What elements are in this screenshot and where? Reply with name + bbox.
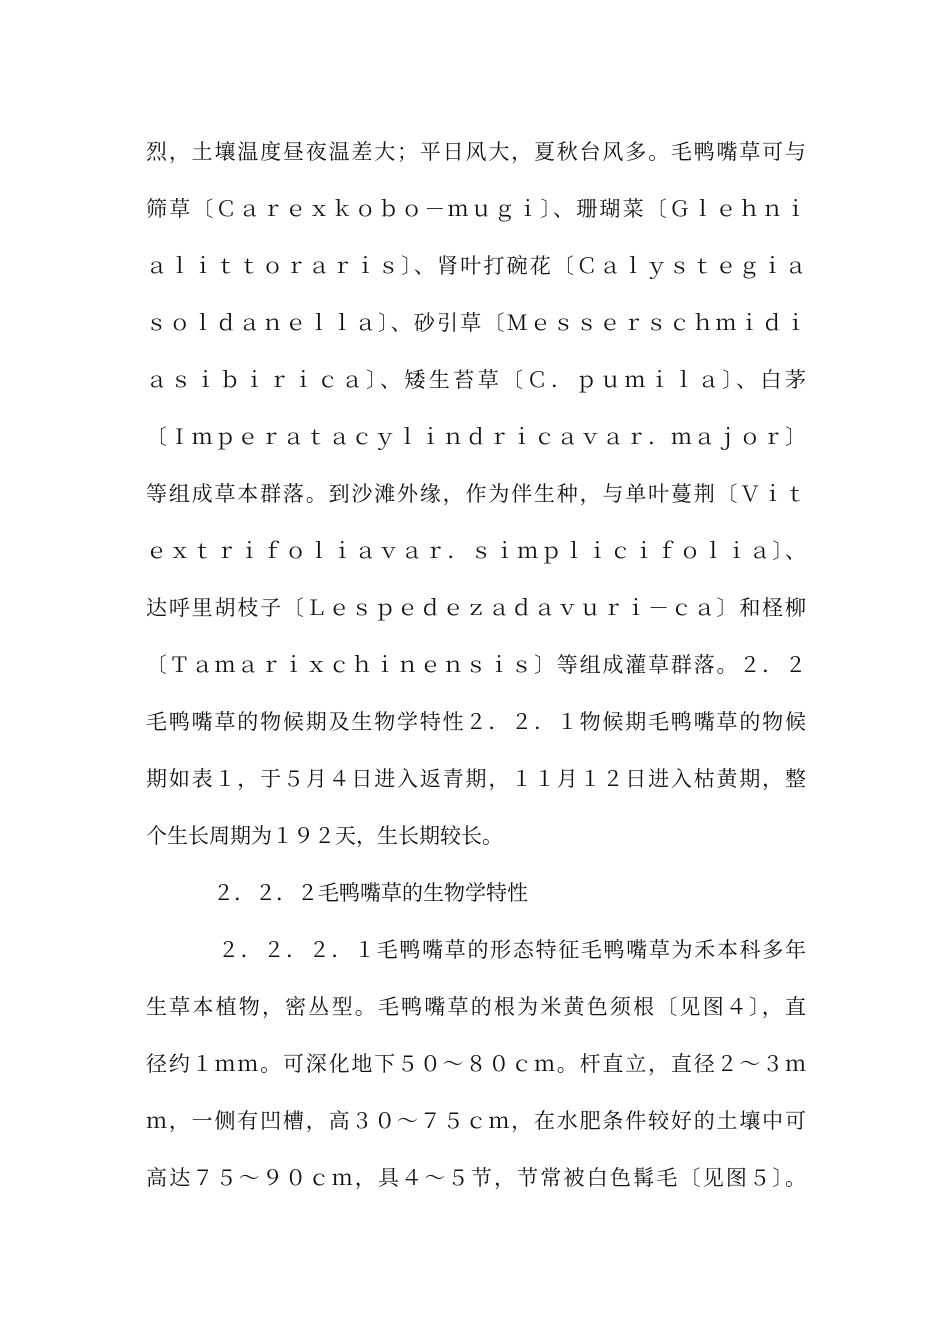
text-line: 期如表１，于５月４日进入返青期，１１月１２日进入枯黄期，整 xyxy=(146,767,806,791)
text-line: 等组成草本群落。到沙滩外缘，作为伴生种，与单叶蔓荆〔Ｖｉｔ xyxy=(146,482,806,506)
section-heading: ２．２．２毛鸭嘴草的生物学特性 xyxy=(213,881,528,905)
text-line: ｓｏｌｄａｎｅｌｌａ〕、砂引草〔Ｍｅｓｓｅｒｓｃｈｍｉｄｉ xyxy=(146,311,806,335)
text-line: ａｓｉｂｉｒｉｃａ〕、矮生苔草〔Ｃ．ｐｕｍｉｌａ〕、白茅 xyxy=(146,368,806,392)
text-line: 高达７５～９０ｃｍ，具４～５节，节常被白色髯毛〔见图５〕。 xyxy=(146,1166,806,1190)
text-line: ｅｘｔｒｉｆｏｌｉａｖａｒ．ｓｉｍｐｌｉｃｉｆｏｌｉａ〕、 xyxy=(146,539,806,563)
text-line: ａｌｉｔｔｏｒａｒｉｓ〕、肾叶打碗花〔Ｃａｌｙｓｔｅｇｉａ xyxy=(146,254,806,278)
text-line: 生草本植物，密丛型。毛鸭嘴草的根为米黄色须根〔见图４〕，直 xyxy=(146,995,806,1019)
text-line: 径约１ｍｍ。可深化地下５０～８０ｃｍ。杆直立，直径２～３ｍ xyxy=(146,1052,806,1076)
text-line: 〔Ｉｍｐｅｒａｔａｃｙｌｉｎｄｒｉｃａｖａｒ．ｍａｊｏｒ〕 xyxy=(146,425,806,449)
text-line: 毛鸭嘴草的物候期及生物学特性２．２．１物候期毛鸭嘴草的物候 xyxy=(146,710,806,734)
text-line: 筛草〔Ｃａｒｅｘｋｏｂｏ－ｍｕｇｉ〕、珊瑚菜〔Ｇｌｅｈｎｉ xyxy=(146,197,806,221)
text-line: 达呼里胡枝子〔Ｌｅｓｐｅｄｅｚａｄａｖｕｒｉ－ｃａ〕和柽柳 xyxy=(146,596,806,620)
text-line: 烈，土壤温度昼夜温差大；平日风大，夏秋台风多。毛鸭嘴草可与 xyxy=(146,140,806,164)
text-line: ２．２．２．１毛鸭嘴草的形态特征毛鸭嘴草为禾本科多年 xyxy=(218,938,806,962)
text-line: 〔Ｔａｍａｒｉｘｃｈｉｎｅｎｓｉｓ〕等组成灌草群落。２．２ xyxy=(146,653,806,677)
text-line: ｍ，一侧有凹槽，高３０～７５ｃｍ，在水肥条件较好的土壤中可 xyxy=(146,1109,806,1133)
text-line: 个生长周期为１９２天，生长期较长。 xyxy=(146,824,503,848)
